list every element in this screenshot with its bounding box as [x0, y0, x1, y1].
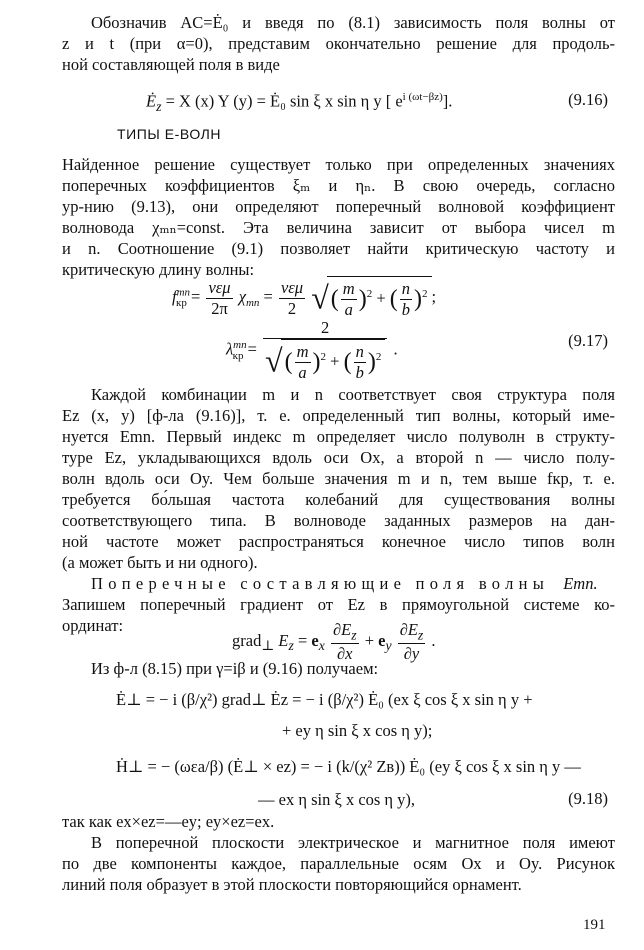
- chi-symbol: χ: [238, 286, 246, 306]
- para3-line-9: (а может быть и ни одного).: [62, 553, 258, 572]
- lambda-symbol: λ: [226, 339, 234, 359]
- para2-line-1: Найденное решение существует только при определенных значениях: [62, 155, 615, 174]
- equation-lambda-kr: $\lambda^{mn}_{кр}$ = 2 √( $\frac{m}{a}$ )$^2$ + ( $\frac{n}{b}$ )$^2$ .: [226, 318, 398, 382]
- intro-line-1: Обозначив AC=Ė₀ и введя по (8.1) зависимость поля волны от: [91, 13, 615, 32]
- ey-sub: y: [385, 638, 392, 654]
- eq916-tail: ].: [442, 91, 453, 111]
- radical-sign: √: [311, 279, 329, 316]
- section-heading: ТИПЫ Е-ВОЛН: [117, 126, 222, 142]
- chi-sub: mn: [245, 297, 260, 310]
- para3-line-8: ной частоте может распространяться конечное число типов волн: [62, 532, 615, 551]
- para3-line-7: соответствующего типа. В волноводе заданных размеров на дан-: [62, 511, 615, 530]
- para3-line-3: нуется Emn. Первый индекс m определяет число полуволн в структу-: [62, 427, 615, 446]
- lambda-sub: кр: [232, 349, 244, 362]
- ex-vector: e: [311, 630, 319, 650]
- since-line: так как ex×ez=—ey; ey×ez=ex.: [62, 812, 275, 831]
- lambda-denominator: √( $\frac{m}{a}$ )$^2$ + ( $\frac{n}{b}$ )$^2$: [263, 339, 387, 383]
- page-number: 191: [583, 917, 606, 933]
- para3-line-5: волн вдоль оси Oy. Чем больше значения m и n, тем выше fкр, т. е.: [62, 469, 615, 488]
- ex-sub: x: [318, 638, 325, 654]
- para2-line-6: критическую длину волны:: [62, 260, 255, 279]
- b-den: b: [401, 300, 411, 319]
- dE-1-sub: z: [351, 627, 357, 643]
- para6-line-1: В поперечной плоскости электрическое и магнитное поля имеют: [91, 833, 615, 852]
- grad-E-sub: z: [288, 638, 294, 654]
- a-den: a: [344, 300, 353, 319]
- eq918-line-1: Ė⊥ = − i (β/χ²) grad⊥ Ėz = − i (β/χ²) Ė₀ (ex ξ cos ξ x sin η y +: [116, 690, 533, 709]
- para4-line-2: Запишем поперечный градиент от Ez в прямоугольной системе ко-: [62, 595, 615, 614]
- eq916-body: = X (x) Y (y) = Ė₀ sin ξ x sin η y [ e: [161, 91, 403, 111]
- eq916-exponent: i (ωt−βz): [402, 91, 443, 103]
- para2-line-5: и n. Соотношение (9.1) позволяет найти критическую частоту и: [62, 239, 615, 258]
- den-2pi: 2π: [211, 298, 228, 318]
- fraction-v-2pi: [206, 278, 232, 319]
- b-den-2: b: [355, 363, 364, 382]
- v-num: vεμ: [208, 277, 231, 297]
- equation-gradient: grad$_\perp$ $E_z = e_x$ $\frac{\partial E_z}{\partial x}$ + $e_y$ $\frac{\partial E_z}{\partial y}$ .: [232, 620, 436, 664]
- eq916-lhs-sub: z: [156, 98, 162, 114]
- radicand: ( $\frac{m}{a}$ )$^2$ + ( $\frac{n}{b}$ )$^2$: [327, 276, 432, 320]
- square-4: 2: [375, 350, 382, 363]
- para2-line-4: волновода χₘₙ=const. Эта величина зависит от выбора чисел m: [62, 218, 615, 237]
- lambda-num: 2: [263, 318, 387, 339]
- eq916-lhs: Ė: [146, 91, 157, 111]
- grad-E: E: [278, 630, 289, 650]
- fraction-v-2: [279, 278, 305, 319]
- spaced-phrase: Поперечные составляющие поля волны: [91, 574, 550, 593]
- m-num: m: [342, 279, 355, 298]
- intro-line-3: ной составляющей поля в виде: [62, 55, 280, 74]
- para3-line-2: Ez (x, y) [ф-ла (9.16)], т. е. определенный тип волны, который име-: [62, 406, 615, 425]
- fraction-lambda: [263, 318, 387, 383]
- v-num-2: vεμ: [280, 277, 304, 297]
- f-sub: кр: [176, 297, 187, 310]
- f-sup: mn: [176, 286, 191, 299]
- f-symbol: f: [172, 286, 177, 306]
- para2-line-3: ур-нию (9.13), они определяют поперечный волновой коэффициент: [62, 197, 615, 216]
- para3-line-1: Каждой комбинации m и n соответствует своя структура поля: [91, 385, 615, 404]
- square-3: 2: [320, 350, 327, 363]
- equation-f-kr: $f^{mn}_{кр}$ = $\frac{\text{vεμ}}{2\pi}$ $\chi_{mn}$ = $\frac{\text{vεμ}}{2}$ √( $\frac{m}{a}$ )$^2$ + ( $\frac{n}{b}$ )$^2$ ;: [172, 277, 437, 319]
- a-den-2: a: [298, 363, 307, 382]
- para3-line-4: туре Ez, укладывающихся вдоль оси Ox, а второй n — число полу-: [62, 448, 615, 467]
- square-1: 2: [366, 287, 373, 300]
- equation-label-9-18: (9.18): [568, 789, 608, 808]
- n-num: n: [401, 279, 411, 298]
- equation-label-9-16: (9.16): [568, 90, 608, 109]
- dE-2-sub: z: [417, 627, 424, 643]
- para4-line-1: [91, 573, 615, 594]
- ey-vector: e: [378, 630, 386, 650]
- grad-word: grad: [232, 630, 262, 650]
- square-2: 2: [422, 287, 428, 300]
- equation-label-9-17: (9.17): [568, 331, 608, 350]
- lambda-sup: mn: [233, 338, 247, 351]
- para6-line-3: линий поля образует в этой плоскости повторяющийся орнамент.: [62, 875, 522, 894]
- dE-1: ∂E: [332, 620, 352, 639]
- dy: ∂y: [403, 644, 420, 664]
- n-num-2: n: [355, 342, 364, 361]
- intro-line-2: z и t (при α=0), представим окончательно решение для продоль-: [62, 34, 615, 53]
- den-2: 2: [287, 298, 297, 318]
- para6-line-2: по две компоненты каждое, параллельные осям Ox и Oy. Рисунок: [62, 854, 615, 873]
- para4-line-3: ординат:: [62, 616, 124, 635]
- dx: ∂x: [337, 644, 353, 664]
- perp-sub: ⊥: [261, 638, 275, 654]
- eq918-line-2: + ey η sin ξ x cos η y);: [282, 721, 433, 740]
- emn-symbol: Emn.: [563, 574, 598, 593]
- m-num-2: m: [296, 342, 309, 361]
- para3-line-6: требуется бо́льшая частота колебаний для существования волны: [62, 490, 615, 509]
- para2-line-2: поперечных коэффициентов ξₘ и ηₙ. В свою очередь, согласно: [62, 176, 615, 195]
- equation-9-16: [146, 86, 452, 118]
- eq918-line-4: — ex η sin ξ x cos η y),: [258, 790, 416, 809]
- para5-line: Из ф-л (8.15) при γ=iβ и (9.16) получаем:: [91, 659, 379, 678]
- eq918-line-3: Ḣ⊥ = − (ωεa/β) (Ė⊥ × ez) = − i (k/(χ² Zв)) Ė₀ (ey ξ cos ξ x sin η y —: [116, 757, 581, 776]
- dE-2: ∂E: [399, 620, 418, 639]
